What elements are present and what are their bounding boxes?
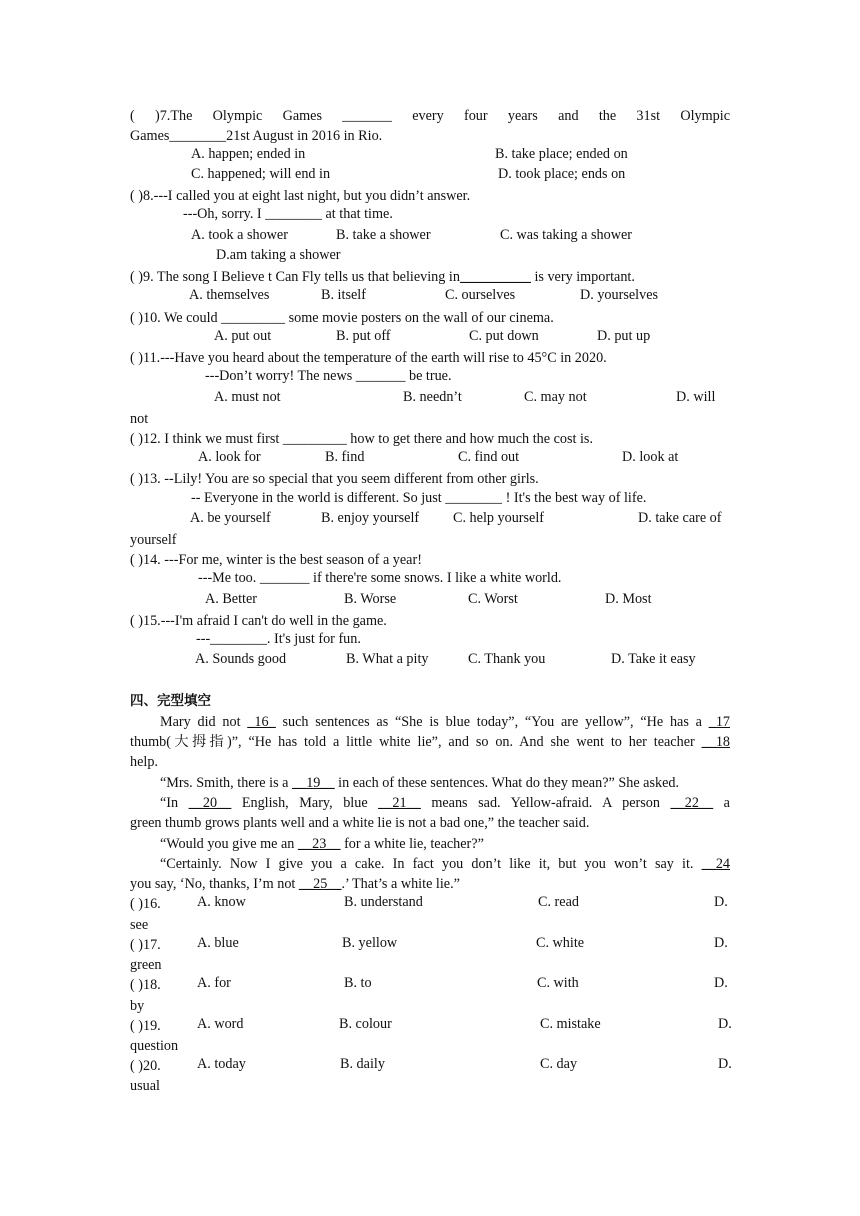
blank-17: _17 (708, 714, 730, 730)
q10-option-d: D. put up (597, 328, 651, 344)
q17-option-d: D. (714, 935, 728, 951)
q15-option-c: C. Thank you (468, 651, 546, 667)
section4-heading: 四、完型填空 (130, 693, 211, 709)
q10-option-c: C. put down (469, 328, 539, 344)
blank-22: __22__ (670, 795, 714, 811)
passage-line-6: green thumb grows plants well and a white lie is not a bad one,” the teacher said. (130, 815, 590, 831)
q12-stem: ( )12. I think we must first _________ how to get there and how much the cost is. (130, 431, 593, 447)
q19-option-c: C. mistake (540, 1016, 601, 1032)
q14-option-b: B. Worse (344, 591, 397, 607)
passage-line-4: “Mrs. Smith, there is a __19__ in each of these sentences. What do they mean?” She asked. (160, 775, 680, 791)
q9-blank: __________ (459, 269, 531, 285)
q16-option-d-wrap: see (130, 917, 149, 933)
q7-option-d: D. took place; ends on (498, 166, 626, 182)
q18-option-a: A. for (197, 975, 231, 991)
q17-option-b: B. yellow (342, 935, 398, 951)
blank-20: __20__ (188, 795, 232, 811)
blank-23: __23__ (297, 836, 341, 852)
q17-option-a: A. blue (197, 935, 239, 951)
q18-option-c: C. with (537, 975, 579, 991)
q17-option-c: C. white (536, 935, 585, 951)
q18-prefix: ( )18. (130, 977, 161, 993)
q11-reply: ---Don’t worry! The news _______ be true. (205, 368, 452, 384)
blank-24: __24 (701, 856, 730, 872)
q20-option-c: C. day (540, 1056, 578, 1072)
q9-option-c: C. ourselves (445, 287, 516, 303)
q8-stem: ( )8.---I called you at eight last night, but you didn’t answer. (130, 188, 471, 204)
passage-line-7: “Would you give me an __23__ for a white lie, teacher?” (160, 836, 484, 852)
q19-option-a: A. word (197, 1016, 244, 1032)
q13-option-d-wrap: yourself (130, 532, 177, 548)
passage-line-1: Mary did not _16_ such sentences as “She is blue today”, “You are yellow”, “He has a _17 (160, 714, 730, 730)
blank-25: __25__ (298, 876, 342, 892)
q20-option-d: D. (718, 1056, 732, 1072)
q8-reply: ---Oh, sorry. I ________ at that time. (183, 206, 393, 222)
q15-option-d: D. Take it easy (611, 651, 696, 667)
q13-option-c: C. help yourself (453, 510, 545, 526)
q15-stem: ( )15.---I'm afraid I can't do well in the game. (130, 613, 387, 629)
q16-option-a: A. know (197, 894, 246, 910)
q19-option-b: B. colour (339, 1016, 392, 1032)
q12-option-d: D. look at (622, 449, 679, 465)
q20-prefix: ( )20. (130, 1058, 161, 1074)
q16-option-c: C. read (538, 894, 579, 910)
q16-option-b: B. understand (344, 894, 423, 910)
q8-option-b: B. take a shower (336, 227, 431, 243)
passage-line-5: “In __20__ English, Mary, blue __21__ means sad. Yellow-afraid. A person __22__ a (160, 795, 730, 811)
q11-option-a: A. must not (214, 389, 281, 405)
q8-option-c: C. was taking a shower (500, 227, 632, 243)
passage-line-9: you say, ‘No, thanks, I’m not __25__.’ That’s a white lie.” (130, 876, 460, 892)
q11-option-d-wrap: not (130, 411, 149, 427)
q15-option-a: A. Sounds good (195, 651, 287, 667)
q14-stem: ( )14. ---For me, winter is the best season of a year! (130, 552, 422, 568)
q13-option-d: D. take care of (638, 510, 722, 526)
blank-18: __18 (701, 734, 730, 750)
q16-option-d: D. (714, 894, 728, 910)
q14-option-a: A. Better (205, 591, 258, 607)
blank-16: _16_ (247, 714, 276, 730)
q16-prefix: ( )16. (130, 896, 161, 912)
q8-option-a: A. took a shower (191, 227, 288, 243)
q18-option-b: B. to (344, 975, 372, 991)
q18-option-d-wrap: by (130, 998, 145, 1014)
q17-option-d-wrap: green (130, 957, 162, 973)
q9-option-d: D. yourselves (580, 287, 659, 303)
q8-option-d: D.am taking a shower (216, 247, 341, 263)
passage-line-2: thumb(大拇指)”, “He has told a little white lie”, and so on. And she went to her teacher __18 (130, 734, 730, 750)
q11-option-d: D. will (676, 389, 716, 405)
q10-option-a: A. put out (214, 328, 272, 344)
blank-19: __19__ (292, 775, 335, 791)
q7-option-a: A. happen; ended in (191, 146, 306, 162)
q19-option-d: D. (718, 1016, 732, 1032)
q15-option-b: B. What a pity (346, 651, 429, 667)
q12-option-a: A. look for (198, 449, 261, 465)
q11-option-b: B. needn’t (403, 389, 462, 405)
q10-stem: ( )10. We could _________ some movie posters on the wall of our cinema. (130, 310, 554, 326)
q14-option-d: D. Most (605, 591, 652, 607)
q7-option-c: C. happened; will end in (191, 166, 331, 182)
q20-option-d-wrap: usual (130, 1078, 160, 1094)
q20-option-b: B. daily (340, 1056, 385, 1072)
passage-line-3: help. (130, 754, 158, 770)
q14-option-c: C. Worst (468, 591, 518, 607)
passage-line-8: “Certainly. Now I give you a cake. In fact you don’t like it, but you won’t say it. __24 (160, 856, 730, 872)
q19-option-d-wrap: question (130, 1038, 179, 1054)
q9-option-a: A. themselves (189, 287, 270, 303)
blank-21: __21__ (378, 795, 421, 811)
q7-line2: Games________21st August in 2016 in Rio. (130, 128, 383, 144)
q17-prefix: ( )17. (130, 937, 161, 953)
q19-prefix: ( )19. (130, 1018, 161, 1034)
q9-stem: ( )9. The song I Believe t Can Fly tells us that believing in__________ is very important. (130, 269, 635, 285)
q11-stem: ( )11.---Have you heard about the temperature of the earth will rise to 45°C in 2020. (130, 350, 607, 366)
q12-option-c: C. find out (458, 449, 520, 465)
q18-option-d: D. (714, 975, 728, 991)
q12-option-b: B. find (325, 449, 365, 465)
q14-reply: ---Me too. _______ if there're some snows. I like a white world. (198, 570, 562, 586)
q13-option-a: A. be yourself (190, 510, 271, 526)
q7-line1: ( )7.The Olympic Games _______ every four years and the 31st Olympic (130, 108, 730, 124)
q10-option-b: B. put off (336, 328, 391, 344)
q7-option-b: B. take place; ended on (495, 146, 628, 162)
q9-option-b: B. itself (321, 287, 366, 303)
q13-option-b: B. enjoy yourself (321, 510, 420, 526)
q13-stem: ( )13. --Lily! You are so special that you seem different from other girls. (130, 471, 539, 487)
q11-option-c: C. may not (524, 389, 587, 405)
q15-reply: ---________. It's just for fun. (196, 631, 361, 647)
q20-option-a: A. today (197, 1056, 246, 1072)
q13-reply: -- Everyone in the world is different. So just ________ ! It's the best way of life. (191, 490, 647, 506)
